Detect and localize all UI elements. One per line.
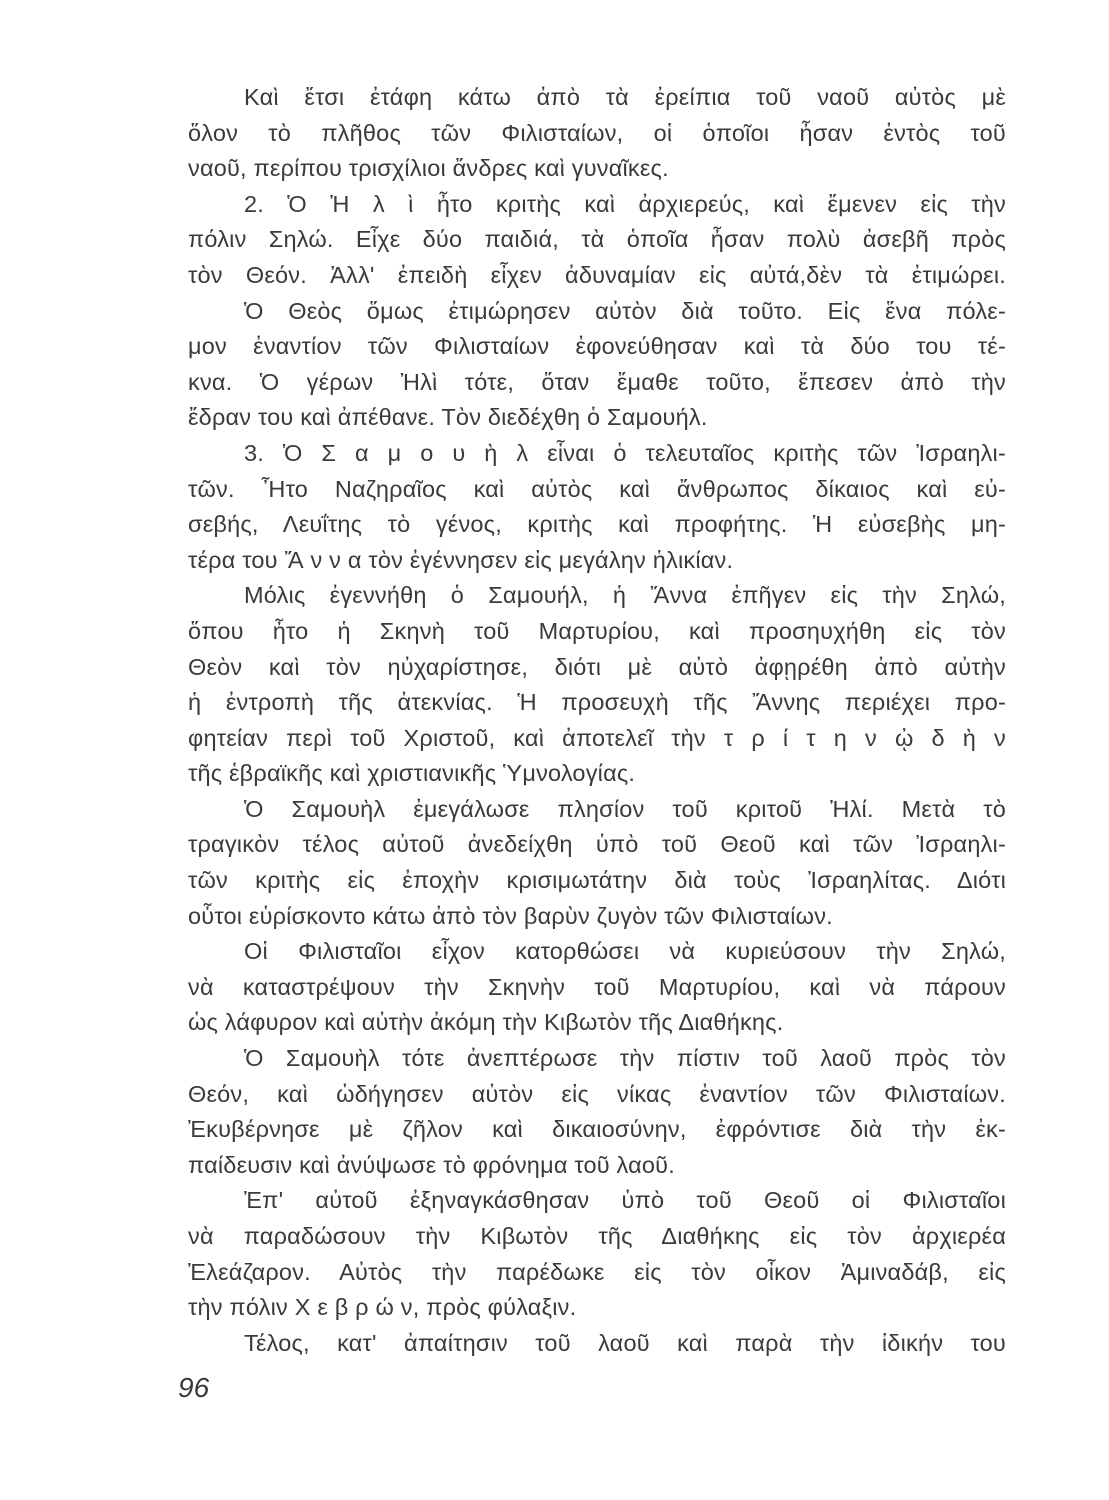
text-line: ἔδραν του καὶ ἀπέθανε. Τὸν διεδέχθη ὁ Σαμουήλ. (188, 404, 708, 431)
text-line: τέρα του Ἄ ν ν α τὸν ἐγέννησεν εἰς μεγάλην ἡλικίαν. (188, 546, 734, 573)
text-line: Ἐπ' αὐτοῦ ἐξηναγκάσθησαν ὑπὸ τοῦ Θεοῦ οἱ Φιλισταῖοι (244, 1187, 1006, 1214)
text-line: σεβής, Λευΐτης τὸ γένος, κριτὴς καὶ προφήτης. Ἡ εὐσεβὴς μη- (188, 511, 1006, 538)
page-number: 96 (178, 1372, 210, 1403)
text-line: Καὶ ἔτσι ἐτάφη κάτω ἀπὸ τὰ ἐρείπια τοῦ ναοῦ αὐτὸς μὲ (244, 84, 1006, 110)
text-line: ὡς λάφυρον καὶ αὐτὴν ἀκόμη τὴν Κιβωτὸν τῆς Διαθήκης. (188, 1009, 784, 1036)
text-line: ὅλον τὸ πλῆθος τῶν Φιλισταίων, οἱ ὁποῖοι ἦσαν ἐντὸς τοῦ (188, 119, 1006, 146)
text-line: τῆς ἑβραϊκῆς καὶ χριστιανικῆς Ὑμνολογίας. (188, 760, 636, 787)
text-line: ναοῦ, περίπου τρισχίλιοι ἄνδρες καὶ γυναῖκες. (188, 155, 669, 182)
text-line: Μόλις ἐγεννήθη ὁ Σαμουήλ, ἡ Ἄννα ἐπῆγεν εἰς τὴν Σηλώ, (244, 582, 1006, 609)
text-line: κνα. Ὁ γέρων Ἠλὶ τότε, ὅταν ἔμαθε τοῦτο, ἔπεσεν ἀπὸ τὴν (188, 368, 1006, 395)
text-line: τὸν Θεόν. Ἀλλ' ἐπειδὴ εἶχεν ἀδυναμίαν εἰς αὐτά,δὲν τὰ ἐτιμώρει. (188, 261, 1006, 288)
text-line: τραγικὸν τέλος αὐτοῦ ἀνεδείχθη ὑπὸ τοῦ Θεοῦ καὶ τῶν Ἰσραηλι- (188, 831, 1006, 858)
text-line: νὰ καταστρέψουν τὴν Σκηνὴν τοῦ Μαρτυρίου, καὶ νὰ πάρουν (188, 973, 1006, 1000)
text-line: Τέλος, κατ' ἀπαίτησιν τοῦ λαοῦ καὶ παρὰ τὴν ἰδικήν του (244, 1329, 1006, 1356)
text-line: Ἐκυβέρνησε μὲ ζῆλον καὶ δικαιοσύνην, ἐφρόντισε διὰ τὴν ἐκ- (188, 1116, 1006, 1143)
text-line: Οἱ Φιλισταῖοι εἶχον κατορθώσει νὰ κυριεύσουν τὴν Σηλώ, (244, 938, 1006, 965)
text-line: μον ἐναντίον τῶν Φιλισταίων ἐφονεύθησαν καὶ τὰ δύο του τέ- (188, 333, 1006, 360)
text-line: Θεὸν καὶ τὸν ηὐχαρίστησε, διότι μὲ αὐτὸ ἀφῃρέθη ἀπὸ αὐτὴν (188, 653, 1006, 680)
text-line: 3. Ὁ Σ α μ ο υ ὴ λ εἶναι ὁ τελευταῖος κριτὴς τῶν Ἰσραηλι- (244, 439, 1006, 466)
text-line: οὗτοι εὑρίσκοντο κάτω ἀπὸ τὸν βαρὺν ζυγὸν τῶν Φιλισταίων. (188, 902, 833, 929)
text-line: Θεόν, καὶ ὡδήγησεν αὐτὸν εἰς νίκας ἐναντίον τῶν Φιλισταίων. (188, 1080, 1006, 1107)
text-line: φητείαν περὶ τοῦ Χριστοῦ, καὶ ἀποτελεῖ τὴν τ ρ ί τ η ν ᾠ δ ὴ ν (188, 724, 1006, 751)
text-line: Ὁ Σαμουὴλ ἐμεγάλωσε πλησίον τοῦ κριτοῦ Ἠλί. Μετὰ τὸ (244, 795, 1006, 822)
text-line: Ὁ Θεὸς ὅμως ἐτιμώρησεν αὐτὸν διὰ τοῦτο. Εἰς ἕνα πόλε- (244, 297, 1006, 324)
text-line: ἡ ἐντροπὴ τῆς ἀτεκνίας. Ἡ προσευχὴ τῆς Ἄννης περιέχει προ- (188, 689, 1006, 716)
text-line: τῶν κριτὴς εἰς ἐποχὴν κρισιμωτάτην διὰ τοὺς Ἰσραηλίτας. Διότι (188, 867, 1006, 894)
text-line: πόλιν Σηλώ. Εἶχε δύο παιδιά, τὰ ὁποῖα ἦσαν πολὺ ἀσεβῆ πρὸς (188, 226, 1006, 253)
text-line: παίδευσιν καὶ ἀνύψωσε τὸ φρόνημα τοῦ λαοῦ. (188, 1151, 675, 1178)
text-line: 2. Ὁ Ἠ λ ὶ ἦτο κριτὴς καὶ ἀρχιερεύς, καὶ ἔμενεν εἰς τὴν (244, 190, 1006, 217)
text-line: νὰ παραδώσουν τὴν Κιβωτὸν τῆς Διαθήκης εἰς τὸν ἀρχιερέα (188, 1223, 1006, 1249)
text-line: Ἐλεάζαρον. Αὐτὸς τὴν παρέδωκε εἰς τὸν οἶκον Ἀμιναδάβ, εἰς (188, 1258, 1006, 1285)
text-line: Ὁ Σαμουὴλ τότε ἀνεπτέρωσε τὴν πίστιν τοῦ λαοῦ πρὸς τὸν (244, 1045, 1006, 1072)
text-line: ὅπου ἦτο ἡ Σκηνὴ τοῦ Μαρτυρίου, καὶ προσηυχήθη εἰς τὸν (188, 617, 1006, 644)
text-line: τῶν. Ἦτο Ναζηραῖος καὶ αὐτὸς καὶ ἄνθρωπος δίκαιος καὶ εὐ- (188, 475, 1006, 502)
body-text (188, 80, 1006, 1361)
text-line: τὴν πόλιν Χ ε β ρ ώ ν, πρὸς φύλαξιν. (188, 1294, 577, 1321)
